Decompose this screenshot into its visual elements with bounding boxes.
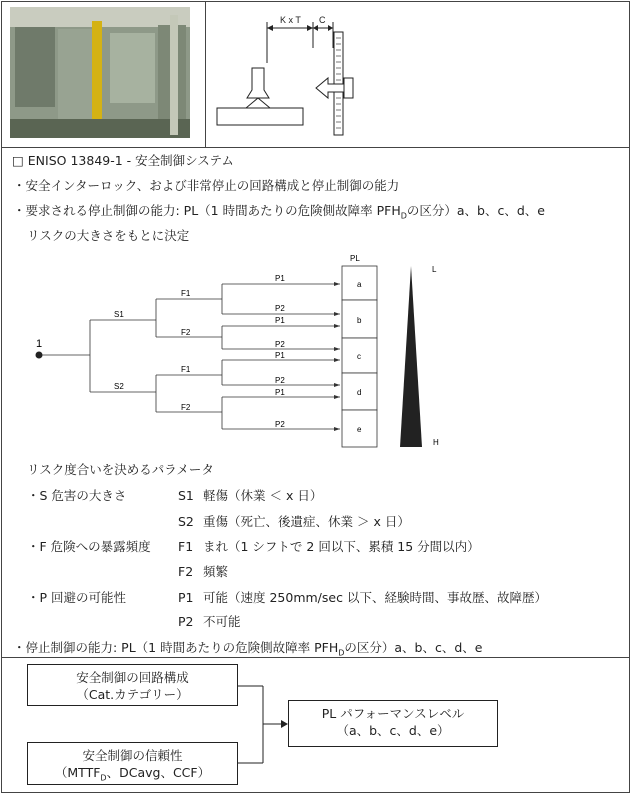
flow-box-reliability-line2	[28, 764, 237, 787]
param-code-p1: P1	[178, 590, 194, 605]
param-desc-p1: 可能（速度 250mm/sec 以下、経験時間、事故歴、故障歴）	[203, 590, 547, 605]
p-label-4: P2	[275, 340, 285, 349]
p-label-6: P2	[275, 376, 285, 385]
flow-box-pl-line1: PL パフォーマンスレベル	[321, 706, 465, 721]
machine-photo-drawing	[10, 7, 190, 138]
p-label-1: P1	[275, 274, 285, 283]
top-divider	[1, 147, 630, 148]
flow-box-reliability	[27, 742, 238, 785]
p-label-5: P1	[275, 351, 285, 360]
pl-c: c	[357, 352, 361, 361]
kxt-label: K x T	[280, 15, 301, 25]
start-node	[36, 352, 43, 359]
triangle-top-label: L	[432, 265, 437, 274]
param-code-p2: P2	[178, 614, 194, 629]
param-code-s2: S2	[178, 514, 194, 529]
flow-box-category-line1: 安全制御の回路構成	[76, 670, 189, 685]
flow-box-reliability-line1: 安全制御の信頼性	[82, 748, 183, 763]
bullet-last-sub: D	[338, 648, 345, 658]
param-name-f: ・F 危険への暴露頻度	[27, 539, 151, 554]
p-label-2: P2	[275, 304, 285, 313]
c-label: C	[319, 15, 326, 25]
bullet-2-line2: リスクの大きさをもとに決定	[27, 228, 190, 243]
flow-box-category-line2: （Cat.カテゴリー）	[76, 687, 189, 702]
press-diagram	[212, 8, 372, 140]
risk-graph	[30, 252, 450, 457]
section-title: □ ENISO 13849-1 - 安全制御システム	[12, 153, 234, 168]
params-title: リスク度合いを決めるパラメータ	[27, 462, 214, 477]
bullet-last	[13, 640, 482, 662]
bullet-last-rest: の区分）a、b、c、d、e	[344, 640, 483, 655]
press-die	[246, 98, 270, 108]
press-punch	[247, 68, 269, 98]
bullet-2	[13, 203, 545, 225]
photo-divider	[205, 1, 206, 147]
s2-label: S2	[114, 382, 124, 391]
param-desc-f2: 頻繁	[203, 564, 229, 579]
param-desc-f1: まれ（1 シフトで 2 回以下、累積 15 分間以内）	[203, 539, 480, 554]
p-label-8: P2	[275, 420, 285, 429]
pl-e: e	[357, 425, 362, 434]
bullet-last-text: ・停止制御の能力: PL（1 時間あたりの危険側故障率 PFH	[13, 640, 339, 655]
mttf-text: （MTTF	[54, 765, 101, 780]
mttf-rest: 、DCavg、CCF）	[106, 765, 211, 780]
pl-b: b	[357, 316, 362, 325]
param-desc-p2: 不可能	[203, 614, 241, 629]
param-name-s: ・S 危害の大きさ	[27, 488, 127, 503]
flow-arrowhead	[281, 720, 288, 728]
f-label-1: F1	[181, 289, 191, 298]
param-code-f1: F1	[178, 539, 194, 554]
f-label-2: F2	[181, 328, 191, 337]
bullet-1: ・安全インターロック、および非常停止の回路構成と停止制御の能力	[13, 178, 400, 193]
p-label-3: P1	[275, 316, 285, 325]
start-label: 1	[36, 338, 43, 350]
s1-label: S1	[114, 310, 124, 319]
flow-box-pl-line2: （a、b、c、d、e）	[336, 723, 450, 738]
flow-box-pl	[288, 700, 498, 747]
pl-d: d	[357, 388, 362, 397]
f-label-4: F2	[181, 403, 191, 412]
mttf-sub: D	[100, 773, 107, 783]
flow-connector	[238, 680, 290, 780]
pl-a: a	[357, 280, 362, 289]
param-code-f2: F2	[178, 564, 194, 579]
flow-box-category	[27, 664, 238, 706]
param-desc-s1: 軽傷（休業 ＜ x 日）	[203, 488, 323, 503]
bullet-2-text: ・要求される停止制御の能力: PL（1 時間あたりの危険側故障率 PFH	[13, 203, 401, 218]
bullet-2-rest: の区分）a、b、c、d、e	[406, 203, 545, 218]
pl-header: PL	[350, 254, 360, 263]
triangle-bottom-label: H	[433, 438, 439, 447]
param-name-p: ・P 回避の可能性	[27, 590, 127, 605]
bullet-2-sub: D	[400, 211, 407, 221]
p-label-7: P1	[275, 388, 285, 397]
machine-photo	[10, 7, 190, 138]
f-label-3: F1	[181, 365, 191, 374]
hand-block	[344, 78, 353, 98]
press-base	[217, 108, 303, 125]
risk-triangle	[400, 266, 422, 447]
param-code-s1: S1	[178, 488, 194, 503]
param-desc-s2: 重傷（死亡、後遺症、休業 ＞ x 日）	[203, 514, 410, 529]
